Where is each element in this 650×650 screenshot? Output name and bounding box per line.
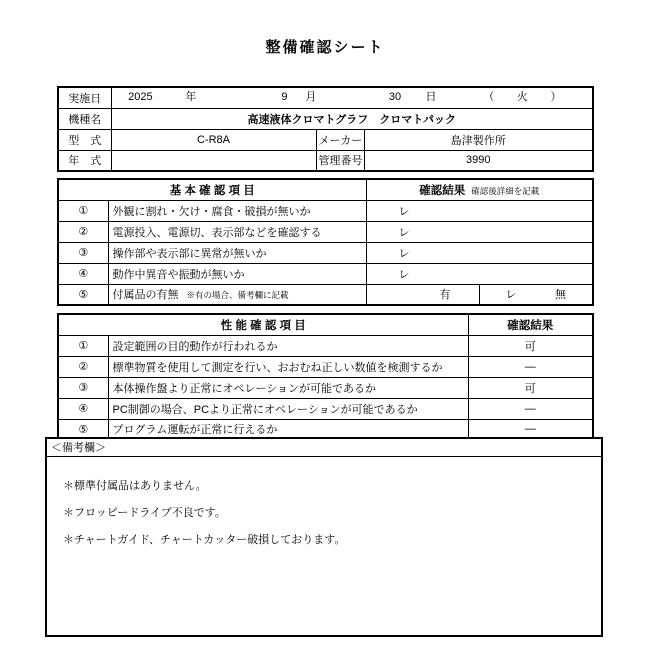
performance-result-header: 確認結果 bbox=[468, 314, 593, 335]
year-label: 年 式 bbox=[58, 150, 111, 171]
paren-close: ） bbox=[550, 91, 562, 103]
remarks-line: ＊フロッピードライブ不良です。 bbox=[63, 507, 226, 519]
row-number: ④ bbox=[58, 263, 108, 284]
row-number: ② bbox=[58, 221, 108, 242]
row-number: ⑤ bbox=[58, 419, 108, 440]
check-result: ― bbox=[468, 419, 593, 440]
table-row bbox=[58, 150, 593, 171]
result-header-label: 確認結果 bbox=[419, 184, 466, 197]
check-result: レ bbox=[366, 221, 593, 242]
check-item: プログラム運転が正常に行えるか bbox=[108, 419, 468, 440]
date-year-suffix: 年 bbox=[185, 91, 197, 103]
check-item: 操作部や表示部に異常が無いか bbox=[108, 242, 366, 263]
result-header-note: 確認後詳細を記載 bbox=[471, 185, 540, 196]
date-day: 30 bbox=[388, 91, 402, 103]
option-no-cell bbox=[479, 284, 593, 305]
table-row bbox=[58, 398, 593, 419]
model-label: 機種名 bbox=[58, 108, 111, 129]
row-number: ③ bbox=[58, 377, 108, 398]
date-month: 9 bbox=[281, 91, 288, 103]
check-item: 標準物質を使用して測定を行い、おおむね正しい数値を検測するか bbox=[108, 356, 468, 377]
table-row bbox=[58, 284, 593, 305]
table-row bbox=[58, 377, 593, 398]
basic-items-header: 基 本 確 認 項 目 bbox=[58, 179, 366, 200]
check-result: ― bbox=[468, 356, 593, 377]
model-value: 高速液体クロマトグラフ クロマトパック bbox=[111, 108, 593, 129]
performance-items-header: 性 能 確 認 項 目 bbox=[58, 314, 468, 335]
table-row bbox=[58, 221, 593, 242]
table-row bbox=[58, 335, 593, 356]
paren-open: （ bbox=[483, 91, 495, 103]
check-result: 可 bbox=[468, 335, 593, 356]
check-result: ― bbox=[468, 398, 593, 419]
date-month-suffix: 月 bbox=[305, 91, 317, 103]
remarks-label: ＜備考欄＞ bbox=[47, 439, 601, 457]
machine-info-table bbox=[57, 86, 594, 172]
check-item: PC制御の場合、PCより正常にオペレーションが可能であるか bbox=[108, 398, 468, 419]
date-value bbox=[111, 87, 593, 108]
row-number: ① bbox=[58, 335, 108, 356]
check-item: 設定範囲の目的動作が行われるか bbox=[108, 335, 468, 356]
option-yes: 有 bbox=[366, 284, 479, 305]
type-label: 型 式 bbox=[58, 129, 111, 150]
table-header-row bbox=[58, 179, 593, 200]
check-result: レ bbox=[366, 263, 593, 284]
page-title: 整備確認シート bbox=[265, 39, 385, 56]
remarks-line: ＊チャートガイド、チャートカッター破損しております。 bbox=[63, 534, 346, 546]
maker-value: 島津製作所 bbox=[364, 129, 593, 150]
table-row bbox=[58, 129, 593, 150]
date-year: 2025 bbox=[128, 91, 153, 103]
performance-check-table bbox=[57, 313, 594, 441]
row-number: ⑤ bbox=[58, 284, 108, 305]
table-row bbox=[58, 108, 593, 129]
check-result: レ bbox=[366, 242, 593, 263]
remarks-box bbox=[45, 437, 603, 637]
row-number: ① bbox=[58, 200, 108, 221]
check-item: 本体操作盤より正常にオペレーションが可能であるか bbox=[108, 377, 468, 398]
remarks-line: ＊標準付属品はありません。 bbox=[63, 480, 207, 492]
row-number: ④ bbox=[58, 398, 108, 419]
date-day-suffix: 日 bbox=[425, 91, 437, 103]
basic-check-table bbox=[57, 178, 594, 306]
check-result: 可 bbox=[468, 377, 593, 398]
option-no: 無 bbox=[555, 289, 567, 302]
check-item: 動作中異音や振動が無いか bbox=[108, 263, 366, 284]
year-value bbox=[111, 150, 316, 171]
maker-label: メーカー bbox=[316, 129, 364, 150]
basic-result-header bbox=[366, 179, 593, 200]
checkmark: レ bbox=[505, 289, 517, 302]
check-result: レ bbox=[366, 200, 593, 221]
row-number: ③ bbox=[58, 242, 108, 263]
check-item: 電源投入、電源切、表示部などを確認する bbox=[108, 221, 366, 242]
table-row bbox=[58, 356, 593, 377]
check-item bbox=[108, 284, 366, 305]
table-header-row bbox=[58, 314, 593, 335]
table-row bbox=[58, 242, 593, 263]
date-label: 実施日 bbox=[58, 87, 111, 108]
control-number-value: 3990 bbox=[364, 150, 593, 171]
table-row bbox=[58, 263, 593, 284]
row-number: ② bbox=[58, 356, 108, 377]
accessories-item-note: ※有の場合、備考欄に記載 bbox=[186, 290, 289, 301]
table-row bbox=[58, 200, 593, 221]
accessories-item-label: 付属品の有無 bbox=[112, 289, 179, 302]
table-row bbox=[58, 87, 593, 108]
remarks-body bbox=[47, 457, 601, 554]
control-number-label: 管理番号 bbox=[316, 150, 364, 171]
check-item: 外観に割れ・欠け・腐食・破損が無いか bbox=[108, 200, 366, 221]
type-value: C-R8A bbox=[111, 129, 316, 150]
date-weekday: 火 bbox=[516, 91, 528, 103]
